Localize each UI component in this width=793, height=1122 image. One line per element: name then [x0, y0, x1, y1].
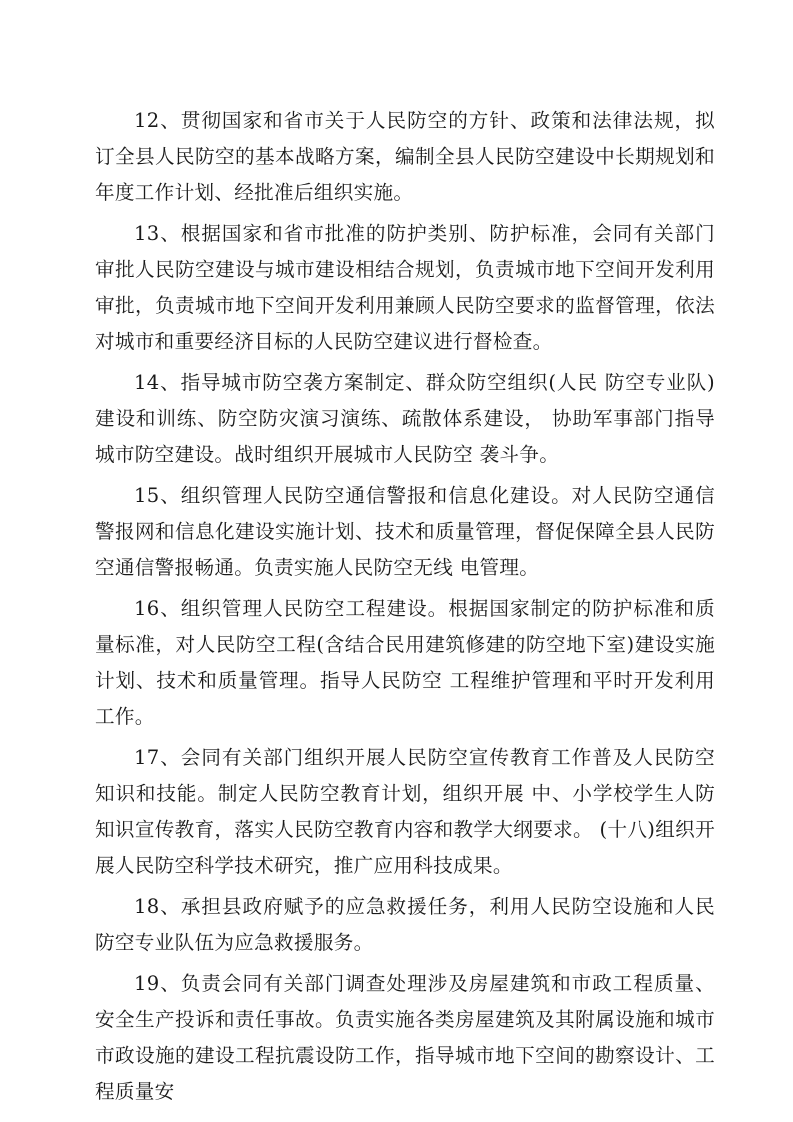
paragraph-item-12: 12、贯彻国家和省市关于人民防空的方针、政策和法律法规，拟订全县人民防空的基本战略方案，编制全县人民防空建设中长期规划和年度工作计划、经批准后组织实施。	[95, 109, 715, 204]
paragraph-item-17: 17、会同有关部门组织开展人民防空宣传教育工作普及人民防空知识和技能。制定人民防空教育计划，组织开展 中、小学校学生人防知识宣传教育，落实人民防空教育内容和教学大纲要求。 (十八)组织开展人民防空科学技术研究，推广应用科技成果。	[95, 746, 715, 877]
paragraph-item-19: 19、负责会同有关部门调查处理涉及房屋建筑和市政工程质量、安全生产投诉和责任事故。负责实施各类房屋建筑及其附属设施和城市市政设施的建设工程抗震设防工作，指导城市地下空间的勘察设计、工程质量安	[95, 972, 715, 1103]
document-body	[95, 103, 715, 1110]
paragraph-item-15: 15、组织管理人民防空通信警报和信息化建设。对人民防空通信警报网和信息化建设实施计划、技术和质量管理，督促保障全县人民防空通信警报畅通。负责实施人民防空无线 电管理。	[95, 484, 715, 579]
paragraph-item-13: 13、根据国家和省市批准的防护类别、防护标准，会同有关部门审批人民防空建设与城市建设相结合规划，负责城市地下空间开发利用审批，负责城市地下空间开发利用兼顾人民防空要求的监督管理，依法对城市和重要经济目标的人民防空建议进行督检查。	[95, 222, 715, 353]
paragraph-item-16: 16、组织管理人民防空工程建设。根据国家制定的防护标准和质量标准，对人民防空工程(含结合民用建筑修建的防空地下室)建设实施计划、技术和质量管理。指导人民防空 工程维护管理和平时开发利用工作。	[95, 597, 715, 728]
paragraph-item-14: 14、指导城市防空袭方案制定、群众防空组织(人民 防空专业队)建设和训练、防空防灾演习演练、疏散体系建设， 协助军事部门指导城市防空建设。战时组织开展城市人民防空 袭斗争。	[95, 371, 715, 466]
paragraph-item-18: 18、承担县政府赋予的应急救援任务，利用人民防空设施和人民防空专业队伍为应急救援服务。	[95, 895, 715, 954]
